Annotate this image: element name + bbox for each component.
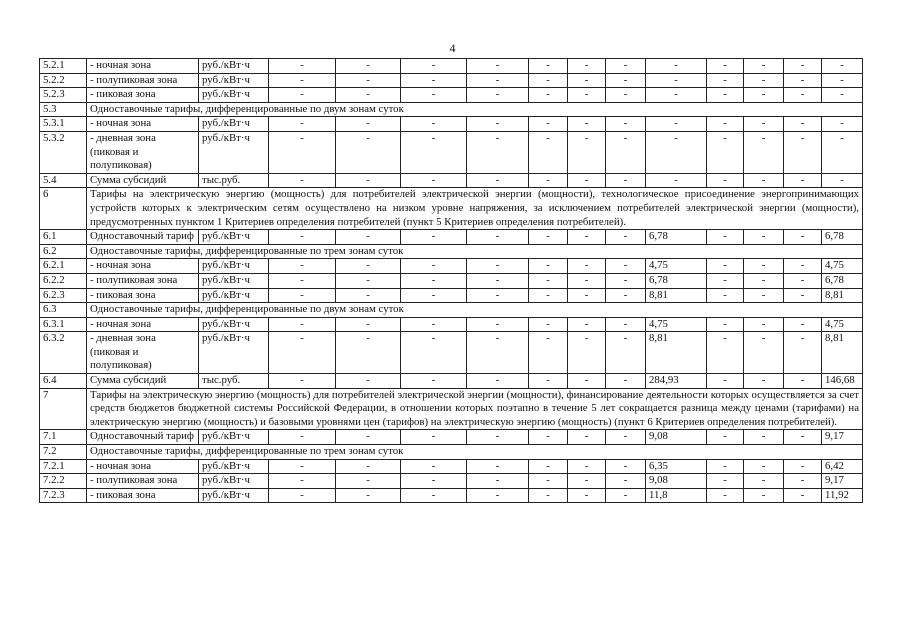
value-cell: - xyxy=(784,259,822,274)
value-cell: - xyxy=(606,230,646,245)
value-cell: - xyxy=(646,88,707,103)
value-cell: - xyxy=(401,131,467,173)
value-cell: - xyxy=(529,88,568,103)
value-cell: - xyxy=(529,430,568,445)
value-cell: 9,08 xyxy=(646,474,707,489)
value-cell: - xyxy=(401,273,467,288)
value-cell: - xyxy=(467,88,529,103)
value-cell: 9,17 xyxy=(822,430,863,445)
row-number: 6.3.2 xyxy=(40,332,87,374)
row-number: 6.2 xyxy=(40,244,87,259)
value-cell: - xyxy=(568,488,606,503)
value-cell: - xyxy=(269,459,336,474)
row-number: 7.2 xyxy=(40,445,87,460)
value-cell: - xyxy=(606,259,646,274)
value-cell: - xyxy=(606,117,646,132)
tariff-name: - дневная зона (пиковая и полупиковая) xyxy=(87,332,199,374)
value-cell: - xyxy=(744,173,784,188)
value-cell: - xyxy=(401,73,467,88)
value-cell: 4,75 xyxy=(822,259,863,274)
value-cell: - xyxy=(336,230,401,245)
value-cell: - xyxy=(336,88,401,103)
value-cell: 8,81 xyxy=(646,332,707,374)
row-number: 5.3 xyxy=(40,102,87,117)
value-cell: - xyxy=(269,273,336,288)
unit-cell: руб./кВт·ч xyxy=(199,259,269,274)
value-cell: - xyxy=(707,259,744,274)
value-cell: - xyxy=(707,488,744,503)
row-number: 6.3.1 xyxy=(40,317,87,332)
value-cell: - xyxy=(401,474,467,489)
value-cell: - xyxy=(784,73,822,88)
table-row xyxy=(40,430,863,445)
value-cell: - xyxy=(467,59,529,74)
section-title: Тарифы на электрическую энергию (мощность) для потребителей электрической энергии (мощности), финансирование деятельности которых осуществляется за счет средств бюджетов бюджетной системы Российской Федерации, в отношении которых поэтапно в течение 5 лет сокращается разница между ценами (тарифами) на электрическую энергию (мощность) и базовыми уровнями цен (тарифов) на электрическую энергию (мощность) (пункт 6 Критериев определения потребителей). xyxy=(87,388,863,430)
value-cell: - xyxy=(401,430,467,445)
value-cell: - xyxy=(707,273,744,288)
table-body xyxy=(40,59,863,503)
value-cell: - xyxy=(336,59,401,74)
value-cell: - xyxy=(568,88,606,103)
value-cell: - xyxy=(707,59,744,74)
value-cell: - xyxy=(568,131,606,173)
tariff-name: - полупиковая зона xyxy=(87,474,199,489)
value-cell: - xyxy=(784,59,822,74)
value-cell: - xyxy=(401,459,467,474)
value-cell: 4,75 xyxy=(646,317,707,332)
value-cell: - xyxy=(529,488,568,503)
value-cell: - xyxy=(707,288,744,303)
value-cell: - xyxy=(646,73,707,88)
value-cell: 6,35 xyxy=(646,459,707,474)
value-cell: - xyxy=(744,488,784,503)
value-cell: - xyxy=(269,317,336,332)
value-cell: - xyxy=(467,488,529,503)
value-cell: - xyxy=(606,88,646,103)
unit-cell: руб./кВт·ч xyxy=(199,273,269,288)
value-cell: - xyxy=(784,273,822,288)
value-cell: - xyxy=(784,332,822,374)
value-cell: - xyxy=(401,230,467,245)
unit-cell: руб./кВт·ч xyxy=(199,332,269,374)
section-title: Одноставочные тарифы, дифференцированные по двум зонам суток xyxy=(87,303,863,318)
value-cell: - xyxy=(269,488,336,503)
value-cell: - xyxy=(467,288,529,303)
value-cell: 6,78 xyxy=(822,273,863,288)
value-cell: - xyxy=(784,173,822,188)
unit-cell: руб./кВт·ч xyxy=(199,288,269,303)
unit-cell: руб./кВт·ч xyxy=(199,117,269,132)
tariff-name: - пиковая зона xyxy=(87,488,199,503)
row-number: 7.2.3 xyxy=(40,488,87,503)
value-cell: - xyxy=(606,273,646,288)
value-cell: 9,08 xyxy=(646,430,707,445)
value-cell: - xyxy=(529,131,568,173)
value-cell: - xyxy=(568,459,606,474)
value-cell: - xyxy=(646,117,707,132)
value-cell: - xyxy=(269,73,336,88)
value-cell: 284,93 xyxy=(646,374,707,389)
value-cell: - xyxy=(784,288,822,303)
unit-cell: руб./кВт·ч xyxy=(199,459,269,474)
value-cell: - xyxy=(336,259,401,274)
value-cell: - xyxy=(568,117,606,132)
value-cell: - xyxy=(744,430,784,445)
tariff-name: Одноставочный тариф xyxy=(87,230,199,245)
value-cell: 6,42 xyxy=(822,459,863,474)
section-title: Одноставочные тарифы, дифференцированные по трем зонам суток xyxy=(87,445,863,460)
row-number: 6 xyxy=(40,188,87,230)
value-cell: - xyxy=(269,374,336,389)
table-row xyxy=(40,73,863,88)
value-cell: - xyxy=(529,173,568,188)
value-cell: 11,8 xyxy=(646,488,707,503)
value-cell: - xyxy=(646,59,707,74)
value-cell: - xyxy=(822,173,863,188)
value-cell: - xyxy=(467,259,529,274)
value-cell: - xyxy=(744,259,784,274)
value-cell: - xyxy=(529,259,568,274)
value-cell: - xyxy=(529,73,568,88)
value-cell: - xyxy=(336,173,401,188)
value-cell: - xyxy=(269,131,336,173)
table-row xyxy=(40,288,863,303)
value-cell: - xyxy=(744,88,784,103)
tariff-name: - пиковая зона xyxy=(87,88,199,103)
section-title: Одноставочные тарифы, дифференцированные по трем зонам суток xyxy=(87,244,863,259)
row-number: 5.4 xyxy=(40,173,87,188)
section-row xyxy=(40,244,863,259)
page-number: 4 xyxy=(449,41,456,55)
value-cell: - xyxy=(401,332,467,374)
value-cell: - xyxy=(467,273,529,288)
value-cell: - xyxy=(744,288,784,303)
table-row xyxy=(40,273,863,288)
value-cell: 9,17 xyxy=(822,474,863,489)
section-row xyxy=(40,388,863,430)
tariff-name: - полупиковая зона xyxy=(87,273,199,288)
value-cell: - xyxy=(467,131,529,173)
section-row xyxy=(40,188,863,230)
value-cell: - xyxy=(269,288,336,303)
value-cell: - xyxy=(568,59,606,74)
value-cell: - xyxy=(401,173,467,188)
section-row xyxy=(40,445,863,460)
value-cell: - xyxy=(784,488,822,503)
value-cell: - xyxy=(269,474,336,489)
value-cell: - xyxy=(401,259,467,274)
value-cell: - xyxy=(568,288,606,303)
table-row xyxy=(40,259,863,274)
value-cell: - xyxy=(467,430,529,445)
table-row xyxy=(40,474,863,489)
section-title: Тарифы на электрическую энергию (мощность) для потребителей электрической энергии (мощности), технологическое присоединение энергопринимающих устройств которых к электрическим сетям осуществлено на низком уровне напряжения, за исключением потребителей электрической энергии (мощности), предусмотренных пунктом 1 Критериев определения потребителей (пункт 5 Критериев определения потребителей). xyxy=(87,188,863,230)
row-number: 5.2.3 xyxy=(40,88,87,103)
value-cell: - xyxy=(269,173,336,188)
section-row xyxy=(40,102,863,117)
value-cell: - xyxy=(606,332,646,374)
value-cell: - xyxy=(336,488,401,503)
value-cell: - xyxy=(707,117,744,132)
unit-cell: тыс.руб. xyxy=(199,374,269,389)
table-row xyxy=(40,117,863,132)
tariff-name: - ночная зона xyxy=(87,317,199,332)
value-cell: - xyxy=(822,73,863,88)
value-cell: - xyxy=(529,59,568,74)
value-cell: - xyxy=(822,117,863,132)
value-cell: - xyxy=(568,73,606,88)
table-row xyxy=(40,173,863,188)
value-cell: - xyxy=(784,374,822,389)
value-cell: - xyxy=(336,73,401,88)
unit-cell: руб./кВт·ч xyxy=(199,430,269,445)
value-cell: - xyxy=(707,317,744,332)
value-cell: - xyxy=(529,459,568,474)
table-row xyxy=(40,88,863,103)
value-cell: - xyxy=(467,317,529,332)
value-cell: - xyxy=(568,332,606,374)
value-cell: - xyxy=(467,374,529,389)
value-cell: - xyxy=(401,374,467,389)
row-number: 7.2.1 xyxy=(40,459,87,474)
unit-cell: руб./кВт·ч xyxy=(199,88,269,103)
value-cell: - xyxy=(529,273,568,288)
value-cell: - xyxy=(784,131,822,173)
tariff-name: - ночная зона xyxy=(87,117,199,132)
value-cell: - xyxy=(606,474,646,489)
value-cell: - xyxy=(336,117,401,132)
row-number: 6.3 xyxy=(40,303,87,318)
value-cell: - xyxy=(568,230,606,245)
value-cell: - xyxy=(744,73,784,88)
value-cell: - xyxy=(646,173,707,188)
value-cell: - xyxy=(646,131,707,173)
value-cell: - xyxy=(606,374,646,389)
row-number: 6.2.2 xyxy=(40,273,87,288)
value-cell: - xyxy=(467,73,529,88)
tariff-name: Сумма субсидий xyxy=(87,374,199,389)
value-cell: - xyxy=(707,88,744,103)
value-cell: - xyxy=(707,73,744,88)
value-cell: - xyxy=(529,288,568,303)
value-cell: - xyxy=(568,173,606,188)
table-row xyxy=(40,230,863,245)
table-row xyxy=(40,332,863,374)
value-cell: - xyxy=(744,474,784,489)
value-cell: 4,75 xyxy=(822,317,863,332)
unit-cell: руб./кВт·ч xyxy=(199,474,269,489)
value-cell: - xyxy=(784,230,822,245)
value-cell: - xyxy=(336,459,401,474)
value-cell: - xyxy=(744,332,784,374)
value-cell: - xyxy=(606,73,646,88)
value-cell: - xyxy=(707,474,744,489)
value-cell: - xyxy=(529,474,568,489)
tariff-name: - пиковая зона xyxy=(87,288,199,303)
unit-cell: руб./кВт·ч xyxy=(199,317,269,332)
value-cell: - xyxy=(401,288,467,303)
tariff-table xyxy=(39,58,863,503)
value-cell: - xyxy=(822,88,863,103)
value-cell: - xyxy=(529,230,568,245)
value-cell: 146,68 xyxy=(822,374,863,389)
value-cell: - xyxy=(606,59,646,74)
value-cell: - xyxy=(744,374,784,389)
value-cell: - xyxy=(336,288,401,303)
row-number: 5.3.2 xyxy=(40,131,87,173)
value-cell: - xyxy=(784,117,822,132)
table-row xyxy=(40,131,863,173)
value-cell: - xyxy=(529,374,568,389)
value-cell: - xyxy=(707,459,744,474)
value-cell: - xyxy=(707,374,744,389)
tariff-name: Одноставочный тариф xyxy=(87,430,199,445)
value-cell: - xyxy=(269,117,336,132)
value-cell: - xyxy=(336,273,401,288)
value-cell: - xyxy=(269,332,336,374)
value-cell: - xyxy=(606,131,646,173)
value-cell: - xyxy=(467,173,529,188)
value-cell: - xyxy=(822,131,863,173)
value-cell: 4,75 xyxy=(646,259,707,274)
row-number: 6.2.1 xyxy=(40,259,87,274)
value-cell: - xyxy=(269,230,336,245)
value-cell: - xyxy=(568,259,606,274)
value-cell: - xyxy=(707,332,744,374)
value-cell: - xyxy=(467,230,529,245)
value-cell: - xyxy=(784,474,822,489)
row-number: 5.2.1 xyxy=(40,59,87,74)
value-cell: - xyxy=(744,59,784,74)
table-row xyxy=(40,374,863,389)
value-cell: - xyxy=(744,131,784,173)
value-cell: - xyxy=(606,173,646,188)
value-cell: - xyxy=(822,59,863,74)
table-row xyxy=(40,459,863,474)
value-cell: - xyxy=(606,430,646,445)
value-cell: - xyxy=(784,459,822,474)
value-cell: - xyxy=(269,59,336,74)
value-cell: - xyxy=(784,430,822,445)
table-row xyxy=(40,488,863,503)
value-cell: - xyxy=(336,332,401,374)
value-cell: - xyxy=(467,474,529,489)
value-cell: - xyxy=(707,173,744,188)
value-cell: - xyxy=(401,488,467,503)
unit-cell: руб./кВт·ч xyxy=(199,230,269,245)
value-cell: - xyxy=(336,374,401,389)
row-number: 6.1 xyxy=(40,230,87,245)
value-cell: - xyxy=(744,230,784,245)
row-number: 6.4 xyxy=(40,374,87,389)
value-cell: - xyxy=(744,317,784,332)
value-cell: - xyxy=(744,117,784,132)
value-cell: - xyxy=(467,117,529,132)
value-cell: 6,78 xyxy=(822,230,863,245)
value-cell: 11,92 xyxy=(822,488,863,503)
value-cell: - xyxy=(744,459,784,474)
value-cell: 8,81 xyxy=(822,332,863,374)
value-cell: - xyxy=(744,273,784,288)
value-cell: - xyxy=(336,474,401,489)
section-row xyxy=(40,303,863,318)
value-cell: - xyxy=(568,430,606,445)
tariff-name: - ночная зона xyxy=(87,59,199,74)
unit-cell: руб./кВт·ч xyxy=(199,488,269,503)
section-title: Одноставочные тарифы, дифференцированные по двум зонам суток xyxy=(87,102,863,117)
value-cell: - xyxy=(336,131,401,173)
value-cell: - xyxy=(529,117,568,132)
value-cell: - xyxy=(568,474,606,489)
unit-cell: руб./кВт·ч xyxy=(199,131,269,173)
value-cell: - xyxy=(784,317,822,332)
tariff-name: - ночная зона xyxy=(87,459,199,474)
unit-cell: руб./кВт·ч xyxy=(199,73,269,88)
row-number: 5.3.1 xyxy=(40,117,87,132)
value-cell: 8,81 xyxy=(646,288,707,303)
value-cell: - xyxy=(336,317,401,332)
value-cell: - xyxy=(401,59,467,74)
value-cell: - xyxy=(606,459,646,474)
unit-cell: руб./кВт·ч xyxy=(199,59,269,74)
value-cell: - xyxy=(568,317,606,332)
unit-cell: тыс.руб. xyxy=(199,173,269,188)
value-cell: - xyxy=(529,317,568,332)
row-number: 7 xyxy=(40,388,87,430)
value-cell: - xyxy=(269,430,336,445)
value-cell: - xyxy=(606,317,646,332)
value-cell: - xyxy=(269,88,336,103)
value-cell: - xyxy=(568,273,606,288)
tariff-name: Сумма субсидий xyxy=(87,173,199,188)
value-cell: 6,78 xyxy=(646,273,707,288)
tariff-name: - дневная зона (пиковая и полупиковая) xyxy=(87,131,199,173)
table-row xyxy=(40,59,863,74)
value-cell: - xyxy=(401,88,467,103)
value-cell: - xyxy=(784,88,822,103)
value-cell: - xyxy=(707,230,744,245)
value-cell: - xyxy=(269,259,336,274)
row-number: 7.2.2 xyxy=(40,474,87,489)
value-cell: - xyxy=(467,459,529,474)
value-cell: 6,78 xyxy=(646,230,707,245)
value-cell: - xyxy=(336,430,401,445)
value-cell: - xyxy=(707,430,744,445)
row-number: 7.1 xyxy=(40,430,87,445)
value-cell: - xyxy=(401,117,467,132)
value-cell: - xyxy=(606,488,646,503)
value-cell: - xyxy=(467,332,529,374)
tariff-name: - полупиковая зона xyxy=(87,73,199,88)
value-cell: 8,81 xyxy=(822,288,863,303)
value-cell: - xyxy=(568,374,606,389)
value-cell: - xyxy=(529,332,568,374)
row-number: 5.2.2 xyxy=(40,73,87,88)
table-row xyxy=(40,317,863,332)
tariff-name: - ночная зона xyxy=(87,259,199,274)
value-cell: - xyxy=(707,131,744,173)
row-number: 6.2.3 xyxy=(40,288,87,303)
value-cell: - xyxy=(401,317,467,332)
value-cell: - xyxy=(606,288,646,303)
